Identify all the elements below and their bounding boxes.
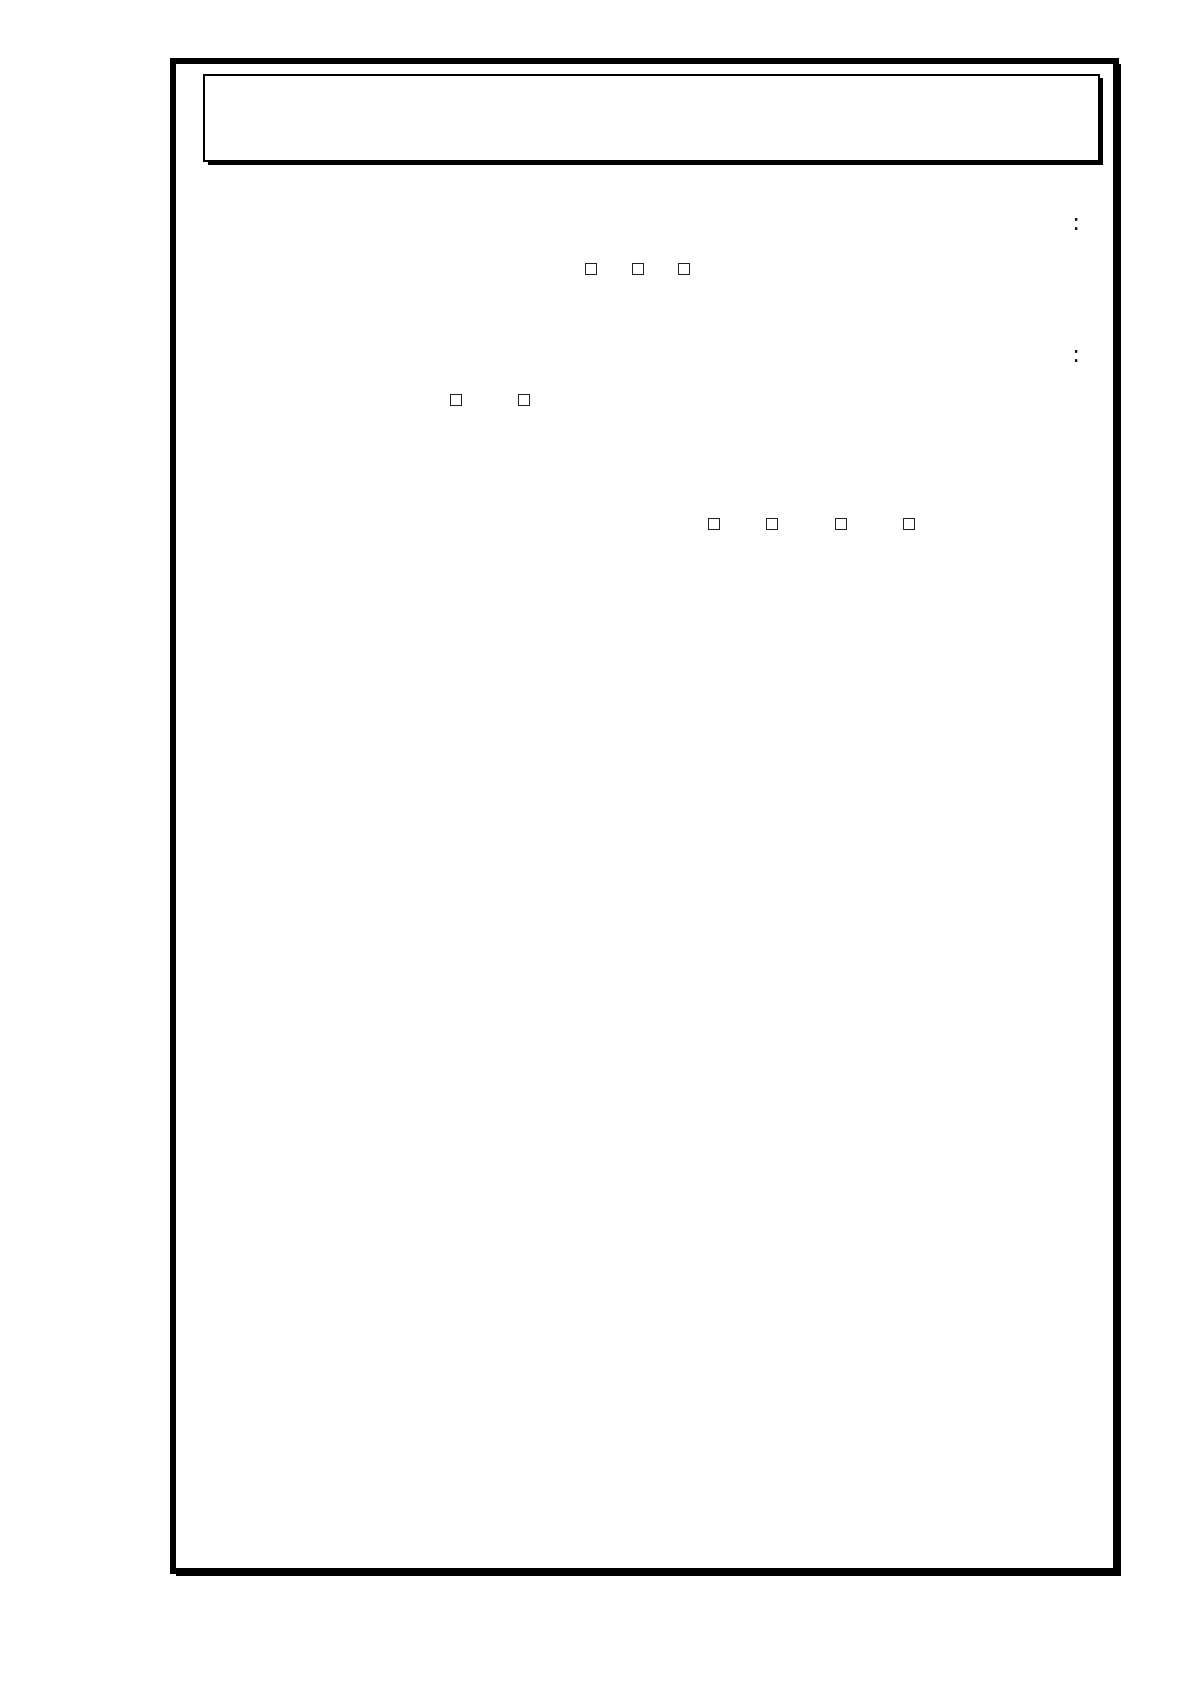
- frame-shadow-bottom: [176, 1568, 1121, 1576]
- q20-option-acceptable-checkbox[interactable]: [835, 518, 847, 530]
- q20-options: [698, 510, 925, 534]
- q19-options: [440, 386, 540, 410]
- q20-option-undesirable-checkbox[interactable]: [766, 518, 778, 530]
- frame-shadow-right: [1113, 64, 1121, 1576]
- q19-option-sufficient-checkbox[interactable]: [518, 394, 530, 406]
- q20-option-desirable-checkbox[interactable]: [903, 518, 915, 530]
- q20-option-not-provided-checkbox[interactable]: [708, 518, 720, 530]
- header-shadow-right: [1098, 78, 1103, 162]
- q19-option-insufficient-checkbox[interactable]: [450, 394, 462, 406]
- q19-title: :: [1072, 342, 1080, 368]
- page-frame: [170, 58, 1119, 1574]
- q18-option-undesirable-checkbox[interactable]: [585, 263, 597, 275]
- q18-option-acceptable-checkbox[interactable]: [632, 263, 644, 275]
- header-shadow-bottom: [208, 160, 1103, 165]
- q18-options: [575, 255, 700, 279]
- q18-title: :: [1072, 210, 1080, 236]
- header-box: [203, 74, 1100, 162]
- q18-option-desirable-checkbox[interactable]: [678, 263, 690, 275]
